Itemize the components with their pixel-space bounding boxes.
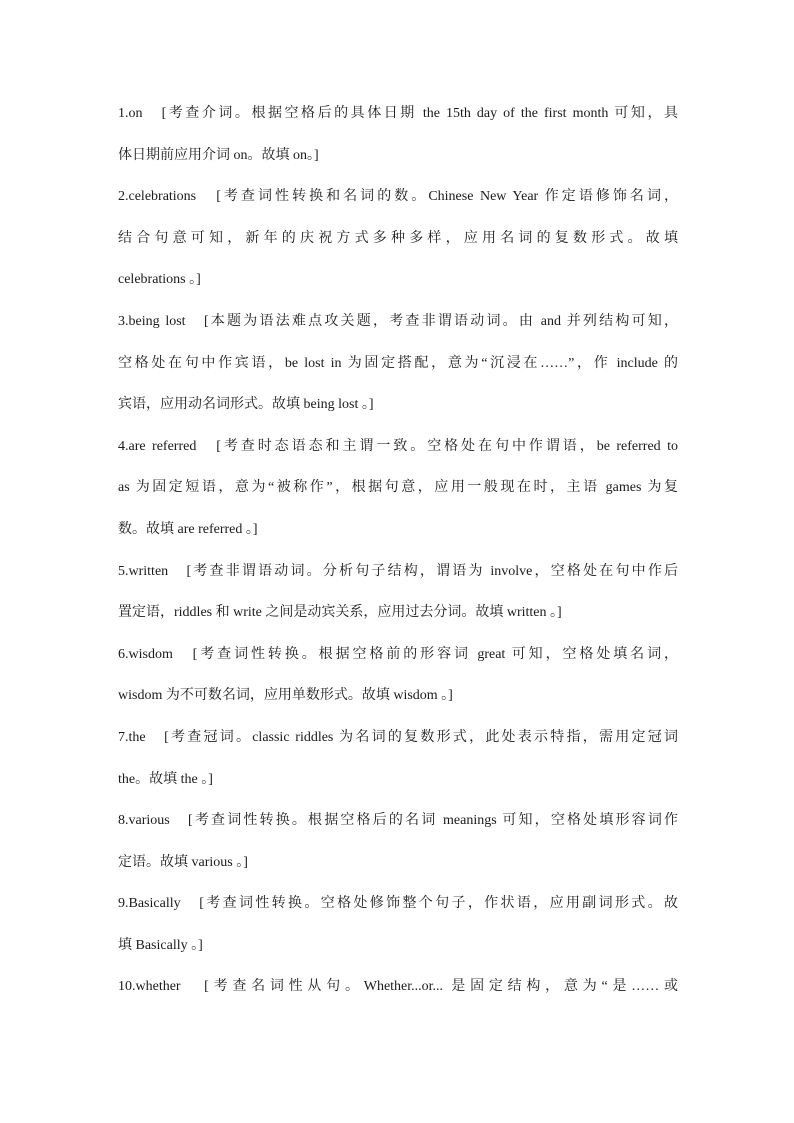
answer-4-line-3: 数。故填 are referred 。]: [118, 521, 258, 537]
answer-7-line-1: 7.the [考查冠词。classic riddles 为名词的复数形式，此处表示特指，需用定冠词: [118, 729, 678, 745]
answer-1-line-1: 1.on [考查介词。根据空格后的具体日期 the 15th day of the first month 可知，具: [118, 106, 678, 121]
answer-4-line-2: as 为固定短语，意为“被称作”，根据句意，应用一般现在时，主语 games 为复: [118, 480, 678, 496]
answer-2-line-1: 2.celebrations [考查词性转换和名词的数。Chinese New Year 作定语修饰名词，: [118, 189, 678, 205]
answer-5-line-1: 5.written [考查非谓语动词。分析句子结构，谓语为 involve，空格处在句中作后: [118, 563, 678, 579]
answer-2-line-2: 结合句意可知，新年的庆祝方式多种多样，应用名词的复数形式。故填: [118, 230, 678, 246]
answer-3-line-2: 空格处在句中作宾语，be lost in 为固定搭配，意为“沉浸在……”，作 include 的: [118, 355, 678, 371]
answer-9-line-2: 填 Basically 。]: [118, 937, 203, 953]
answer-explanations: [118, 100, 678, 1015]
answer-4-line-1: 4.are referred [考查时态语态和主谓一致。空格处在句中作谓语，be referred to: [118, 438, 678, 454]
answer-7-line-2: the。故填 the 。]: [118, 771, 213, 787]
answer-3-line-3: 宾语，应用动名词形式。故填 being lost 。]: [118, 397, 374, 413]
answer-8-line-1: 8.various [考查词性转换。根据空格后的名词 meanings 可知，空格处填形容词作: [118, 813, 678, 829]
answer-10-line-1: 10.whether [考查名词性从句。Whether...or... 是固定结构，意为“是……或: [118, 979, 678, 995]
answer-6-line-1: 6.wisdom [考查词性转换。根据空格前的形容词 great 可知，空格处填名词，: [118, 646, 678, 662]
answer-5-line-2: 置定语，riddles 和 write 之间是动宾关系，应用过去分词。故填 written 。]: [118, 605, 562, 621]
answer-1-line-2: 体日期前应用介词 on。故填 on。]: [118, 147, 319, 163]
answer-3-line-1: 3.being lost [本题为语法难点攻关题，考查非谓语动词。由 and 并列结构可知，: [118, 313, 678, 329]
answer-6-line-2: wisdom 为不可数名词，应用单数形式。故填 wisdom 。]: [118, 688, 453, 704]
answer-2-line-3: celebrations 。]: [118, 272, 201, 288]
answer-8-line-2: 定语。故填 various 。]: [118, 854, 248, 870]
answer-9-line-1: 9.Basically [考查词性转换。空格处修饰整个句子，作状语，应用副词形式。故: [118, 896, 678, 912]
